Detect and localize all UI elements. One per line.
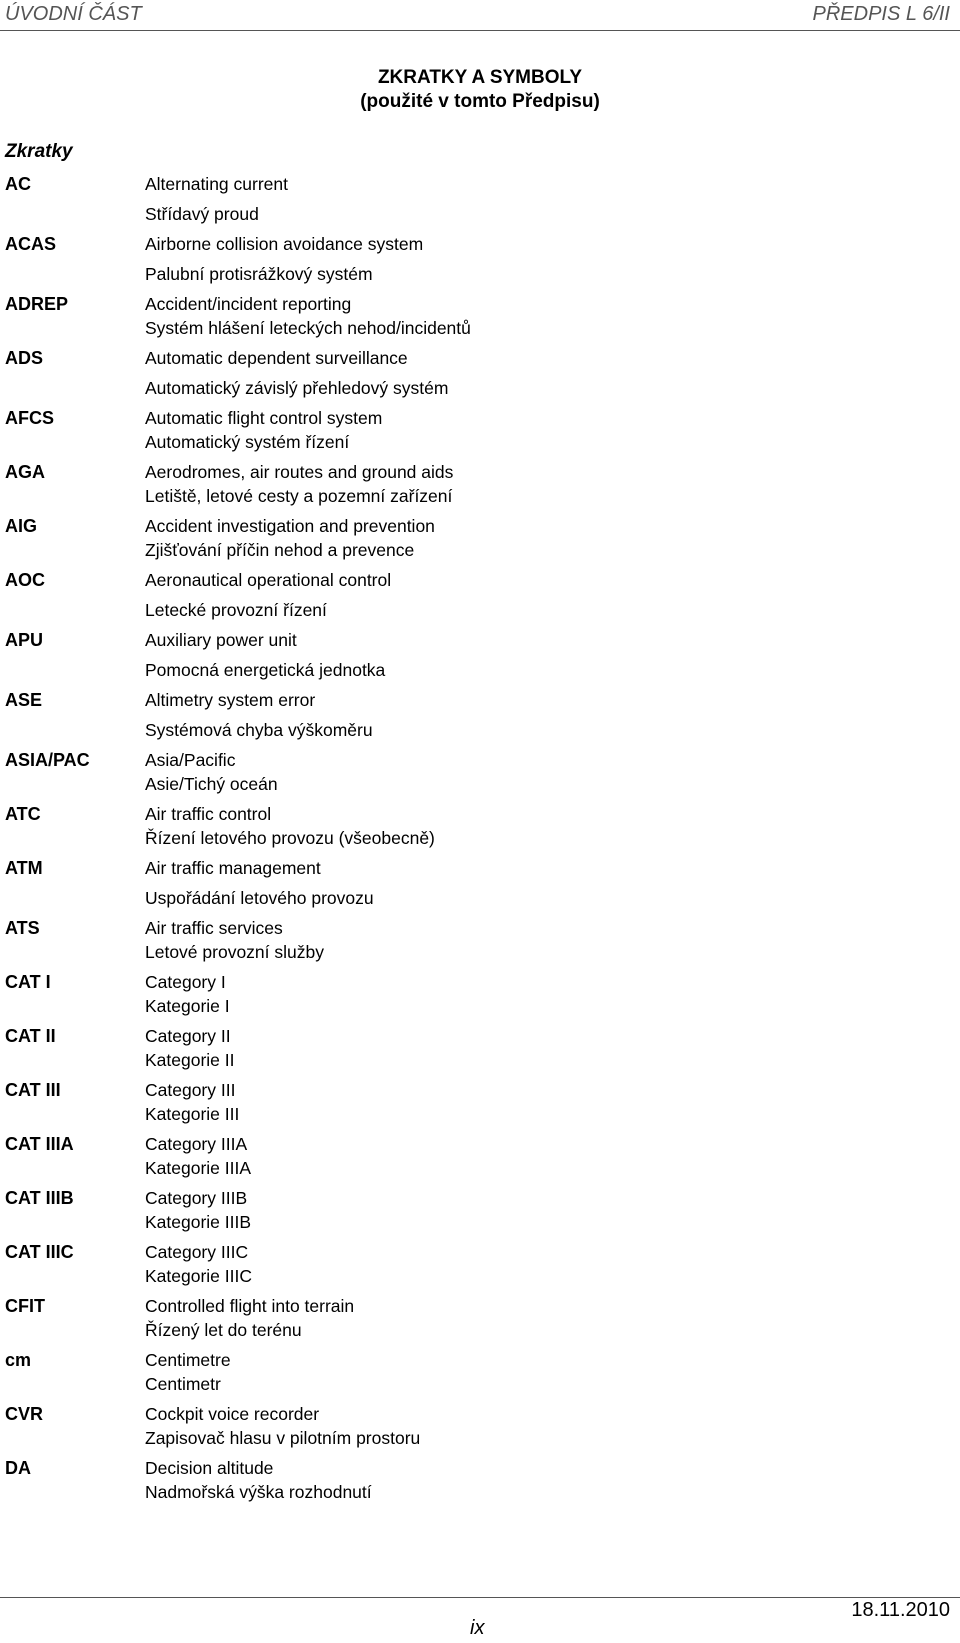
abbreviation-entry <box>0 688 960 744</box>
czech-definition: Řízení letového provozu (všeobecně) <box>145 828 435 848</box>
czech-definition: Letecké provozní řízení <box>145 600 327 620</box>
abbreviation-entry <box>0 802 960 858</box>
czech-definition: Nadmořská výška rozhodnutí <box>145 1482 372 1502</box>
page-title: ZKRATKY A SYMBOLY <box>377 67 583 88</box>
czech-definition: Automatický závislý přehledový systém <box>145 378 449 398</box>
english-definition: Accident investigation and prevention <box>145 516 435 536</box>
english-definition: Category I <box>145 972 226 992</box>
english-definition: Category IIIC <box>145 1242 249 1262</box>
abbreviation-term: CVR <box>5 1404 44 1424</box>
abbreviation-term: ACAS <box>5 234 57 254</box>
abbreviation-term: AIG <box>5 516 38 536</box>
english-definition: Automatic flight control system <box>145 408 383 428</box>
english-definition: Air traffic control <box>145 804 272 824</box>
english-definition: Category IIIA <box>145 1134 248 1154</box>
abbreviation-term: ADS <box>5 348 44 368</box>
czech-definition: Kategorie IIIC <box>145 1266 252 1286</box>
abbreviation-term: ASIA/PAC <box>5 750 90 770</box>
english-definition: Aerodromes, air routes and ground aids <box>145 462 454 482</box>
header-right-title: PŘEDPIS L 6/II <box>812 3 950 25</box>
czech-definition: Kategorie III <box>145 1104 240 1124</box>
abbreviation-entry <box>0 514 960 570</box>
english-definition: Auxiliary power unit <box>145 630 297 650</box>
abbreviation-entry <box>0 346 960 402</box>
abbreviation-entry <box>0 1132 960 1188</box>
czech-definition: Palubní protisrážkový systém <box>145 264 373 284</box>
czech-definition: Kategorie IIIB <box>145 1212 252 1232</box>
abbreviation-term: CAT IIIC <box>5 1242 74 1262</box>
page-number: ix <box>470 1617 485 1639</box>
abbreviation-entry <box>0 232 960 288</box>
english-definition: Automatic dependent surveillance <box>145 348 408 368</box>
abbreviation-term: CAT II <box>5 1026 56 1046</box>
abbreviation-term: DA <box>5 1458 31 1478</box>
abbreviation-entry <box>0 568 960 624</box>
czech-definition: Systém hlášení leteckých nehod/incidentů <box>145 318 471 338</box>
abbreviation-entry <box>0 1078 960 1134</box>
abbreviation-term: ATC <box>5 804 41 824</box>
abbreviation-term: AC <box>5 174 31 194</box>
abbreviation-term: CAT IIIB <box>5 1188 74 1208</box>
abbreviation-term: ATM <box>5 858 43 878</box>
english-definition: Category IIIB <box>145 1188 248 1208</box>
english-definition: Asia/Pacific <box>145 750 236 770</box>
abbreviation-entry <box>0 856 960 912</box>
page-subtitle: (použité v tomto Předpisu) <box>360 91 600 112</box>
czech-definition: Centimetr <box>145 1374 221 1394</box>
abbreviation-entry <box>0 1456 960 1512</box>
czech-definition: Letiště, letové cesty a pozemní zařízení <box>145 486 453 506</box>
abbreviation-term: ADREP <box>5 294 69 314</box>
english-definition: Accident/incident reporting <box>145 294 352 314</box>
footer-divider <box>0 1597 960 1598</box>
abbreviation-term: CAT IIIA <box>5 1134 74 1154</box>
header-left-title: ÚVODNÍ ČÁST <box>5 3 142 25</box>
english-definition: Air traffic management <box>145 858 321 878</box>
english-definition: Category II <box>145 1026 231 1046</box>
english-definition: Altimetry system error <box>145 690 316 710</box>
czech-definition: Pomocná energetická jednotka <box>145 660 386 680</box>
czech-definition: Kategorie IIIA <box>145 1158 252 1178</box>
english-definition: Centimetre <box>145 1350 231 1370</box>
czech-definition: Řízený let do terénu <box>145 1320 302 1340</box>
abbreviation-term: CAT I <box>5 972 51 992</box>
english-definition: Category III <box>145 1080 236 1100</box>
english-definition: Airborne collision avoidance system <box>145 234 424 254</box>
english-definition: Controlled flight into terrain <box>145 1296 355 1316</box>
abbreviation-term: AFCS <box>5 408 54 428</box>
czech-definition: Asie/Tichý oceán <box>145 774 278 794</box>
czech-definition: Zapisovač hlasu v pilotním prostoru <box>145 1428 421 1448</box>
abbreviation-term: ATS <box>5 918 40 938</box>
header-divider <box>0 30 960 31</box>
abbreviation-entry <box>0 628 960 684</box>
abbreviation-entry <box>0 1294 960 1350</box>
abbreviation-term: cm <box>5 1350 32 1370</box>
abbreviation-term: AGA <box>5 462 45 482</box>
abbreviation-entry <box>0 970 960 1026</box>
abbreviation-term: CFIT <box>5 1296 45 1316</box>
czech-definition: Střídavý proud <box>145 204 259 224</box>
section-heading: Zkratky <box>5 141 73 162</box>
abbreviation-entry <box>0 1186 960 1242</box>
abbreviation-entry <box>0 1024 960 1080</box>
abbreviation-entry <box>0 172 960 228</box>
abbreviation-entry <box>0 460 960 516</box>
abbreviation-entry <box>0 1402 960 1458</box>
abbreviation-entry <box>0 748 960 804</box>
english-definition: Decision altitude <box>145 1458 274 1478</box>
abbreviation-entry <box>0 916 960 972</box>
abbreviation-entry <box>0 292 960 348</box>
czech-definition: Kategorie II <box>145 1050 235 1070</box>
footer-date: 18.11.2010 <box>851 1599 950 1621</box>
abbreviation-entry <box>0 1240 960 1296</box>
czech-definition: Kategorie I <box>145 996 230 1016</box>
abbreviation-term: AOC <box>5 570 45 590</box>
abbreviation-term: ASE <box>5 690 43 710</box>
abbreviation-entry <box>0 406 960 462</box>
abbreviation-entry <box>0 1348 960 1404</box>
czech-definition: Automatický systém řízení <box>145 432 350 452</box>
english-definition: Air traffic services <box>145 918 283 938</box>
abbreviation-term: APU <box>5 630 44 650</box>
english-definition: Cockpit voice recorder <box>145 1404 320 1424</box>
abbreviation-term: CAT III <box>5 1080 61 1100</box>
english-definition: Alternating current <box>145 174 288 194</box>
czech-definition: Uspořádání letového provozu <box>145 888 374 908</box>
czech-definition: Letové provozní služby <box>145 942 324 962</box>
czech-definition: Zjišťování příčin nehod a prevence <box>145 540 415 560</box>
english-definition: Aeronautical operational control <box>145 570 392 590</box>
czech-definition: Systémová chyba výškoměru <box>145 720 373 740</box>
